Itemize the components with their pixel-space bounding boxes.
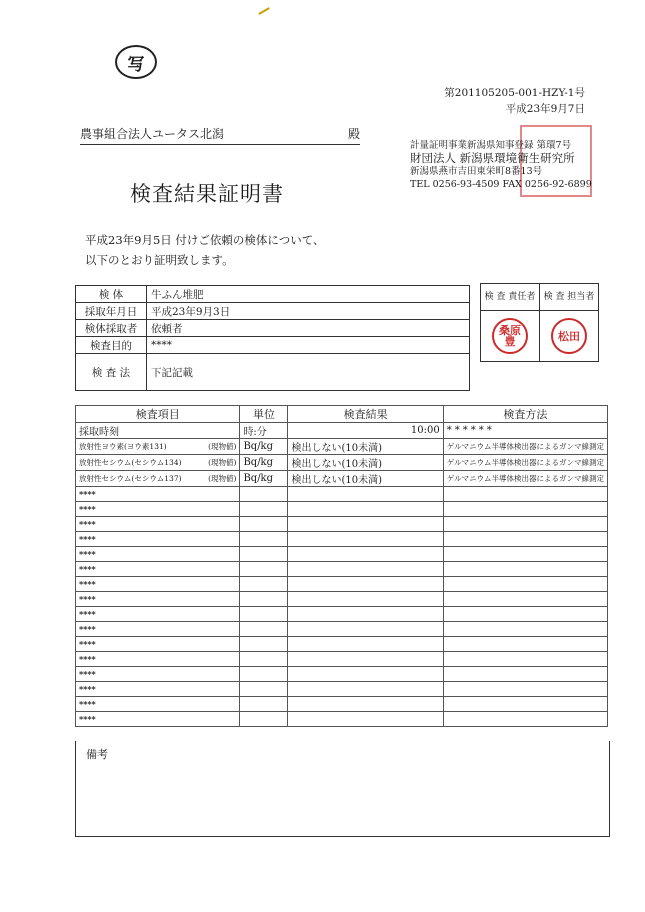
result-cell: 検出しない(10未満) (288, 455, 443, 471)
empty-cell (240, 667, 288, 682)
placeholder-row (76, 712, 608, 727)
info-label: 検査目的 (76, 337, 147, 354)
empty-cell (443, 622, 607, 637)
info-row (76, 286, 470, 303)
method-cell: ゲルマニウム半導体検出器によるガンマ線測定 (443, 471, 607, 487)
placeholder-cell: **** (76, 682, 240, 697)
placeholder-cell: **** (76, 652, 240, 667)
sample-info-table (75, 285, 470, 391)
empty-cell (288, 652, 443, 667)
empty-cell (240, 652, 288, 667)
header-result: 検査結果 (288, 406, 443, 423)
issuer-address: 新潟県燕市吉田東栄町8番13号 (410, 166, 543, 177)
unit-cell: Bq/kg (240, 439, 288, 455)
placeholder-row (76, 622, 608, 637)
placeholder-row (76, 502, 608, 517)
empty-cell (240, 517, 288, 532)
empty-cell (443, 712, 607, 727)
responsibility-table (480, 283, 599, 362)
placeholder-row (76, 637, 608, 652)
placeholder-cell: **** (76, 577, 240, 592)
empty-cell (288, 532, 443, 547)
result-cell: 10:00 (288, 423, 443, 439)
item-cell (76, 439, 240, 455)
empty-cell (240, 712, 288, 727)
empty-cell (240, 577, 288, 592)
header-unit: 単位 (240, 406, 288, 423)
result-cell: 検出しない(10未満) (288, 439, 443, 455)
placeholder-cell: **** (76, 697, 240, 712)
placeholder-cell: **** (76, 547, 240, 562)
results-table (75, 405, 608, 727)
placeholder-row (76, 532, 608, 547)
placeholder-cell: **** (76, 637, 240, 652)
info-value: **** (147, 337, 470, 354)
empty-cell (240, 637, 288, 652)
empty-cell (240, 562, 288, 577)
placeholder-cell: **** (76, 607, 240, 622)
inspector-stamp-cell (540, 311, 599, 362)
issue-date: 平成23年9月7日 (505, 103, 585, 115)
empty-cell (443, 547, 607, 562)
item-name: 放射性セシウム(セシウム137) (79, 474, 182, 483)
table-row (76, 455, 608, 471)
info-row (76, 354, 470, 391)
empty-cell (443, 592, 607, 607)
placeholder-cell: **** (76, 622, 240, 637)
placeholder-cell: **** (76, 517, 240, 532)
honorific: 殿 (347, 127, 360, 141)
empty-cell (288, 667, 443, 682)
copy-stamp: 写 (115, 45, 157, 79)
placeholder-row (76, 487, 608, 502)
table-row (76, 439, 608, 455)
info-value: 下記記載 (147, 354, 470, 391)
placeholder-cell: **** (76, 667, 240, 682)
addressee-name: 農事組合法人ユータス北潟 (80, 127, 225, 141)
item-cell (76, 455, 240, 471)
placeholder-cell: **** (76, 592, 240, 607)
placeholder-row (76, 562, 608, 577)
empty-cell (240, 592, 288, 607)
method-cell: ゲルマニウム半導体検出器によるガンマ線測定 (443, 455, 607, 471)
empty-cell (288, 697, 443, 712)
empty-cell (443, 532, 607, 547)
issuer-block (410, 139, 605, 191)
empty-cell (288, 562, 443, 577)
header-item: 検査項目 (76, 406, 240, 423)
empty-cell (443, 502, 607, 517)
table-row (76, 423, 608, 439)
placeholder-row (76, 697, 608, 712)
placeholder-cell: **** (76, 502, 240, 517)
header-method: 検査方法 (443, 406, 607, 423)
document-number: 第201105205-001-HZY-1号 (444, 87, 585, 99)
placeholder-row (76, 577, 608, 592)
placeholder-rows (76, 487, 608, 727)
table-row (76, 471, 608, 487)
empty-cell (443, 697, 607, 712)
item-name: 放射性ヨウ素(ヨウ素131) (79, 442, 167, 451)
item-cell (76, 471, 240, 487)
method-cell: ゲルマニウム半導体検出器によるガンマ線測定 (443, 439, 607, 455)
method-cell: ****** (443, 423, 607, 439)
empty-cell (240, 502, 288, 517)
intro-text (85, 230, 324, 270)
remarks-box (75, 741, 610, 837)
empty-cell (240, 487, 288, 502)
inspector-header: 検 査 担当者 (540, 284, 599, 311)
document-number-block (444, 85, 585, 117)
pen-mark (258, 7, 269, 14)
info-label: 検 査 法 (76, 354, 147, 391)
responsible-stamp: 桑原 豊 (492, 318, 528, 354)
empty-cell (240, 682, 288, 697)
empty-cell (288, 622, 443, 637)
empty-cell (288, 502, 443, 517)
results-header-row (76, 406, 608, 423)
responsible-stamp-cell (481, 311, 540, 362)
empty-cell (443, 682, 607, 697)
item-note: (現物値) (208, 474, 237, 483)
empty-cell (240, 697, 288, 712)
document-title: 検査結果証明書 (130, 182, 284, 206)
issuer-contact: TEL 0256-93-4509 FAX 0256-92-6899 (410, 179, 592, 190)
item-note: (現物値) (208, 458, 237, 467)
unit-cell: 時:分 (240, 423, 288, 439)
inspector-stamp: 松田 (551, 318, 587, 354)
empty-cell (443, 667, 607, 682)
unit-cell: Bq/kg (240, 455, 288, 471)
placeholder-row (76, 682, 608, 697)
placeholder-row (76, 547, 608, 562)
item-cell: 採取時刻 (76, 423, 240, 439)
placeholder-cell: **** (76, 487, 240, 502)
info-label: 検 体 (76, 286, 147, 303)
empty-cell (240, 532, 288, 547)
info-label: 検体採取者 (76, 320, 147, 337)
placeholder-row (76, 607, 608, 622)
intro-line-1: 平成23年9月5日 付けご依頼の検体について、 (85, 233, 325, 247)
empty-cell (240, 547, 288, 562)
placeholder-row (76, 652, 608, 667)
empty-cell (288, 577, 443, 592)
empty-cell (443, 487, 607, 502)
placeholder-row (76, 592, 608, 607)
result-cell: 検出しない(10未満) (288, 471, 443, 487)
empty-cell (443, 517, 607, 532)
empty-cell (288, 712, 443, 727)
info-row (76, 320, 470, 337)
empty-cell (288, 637, 443, 652)
info-value: 依頼者 (147, 320, 470, 337)
empty-cell (240, 622, 288, 637)
info-value: 牛ふん堆肥 (147, 286, 470, 303)
placeholder-row (76, 517, 608, 532)
placeholder-cell: **** (76, 712, 240, 727)
empty-cell (288, 547, 443, 562)
info-label: 採取年月日 (76, 303, 147, 320)
remarks-label: 備考 (86, 748, 108, 761)
placeholder-row (76, 667, 608, 682)
empty-cell (288, 487, 443, 502)
empty-cell (443, 562, 607, 577)
info-value: 平成23年9月3日 (147, 303, 470, 320)
info-row (76, 303, 470, 320)
empty-cell (443, 577, 607, 592)
issuer-registration: 計量証明事業新潟県知事登録 第環7号 (410, 140, 572, 151)
item-name: 放射性セシウム(セシウム134) (79, 458, 182, 467)
info-row (76, 337, 470, 354)
intro-line-2: 以下のとおり証明致します。 (85, 253, 234, 267)
addressee (80, 125, 360, 145)
empty-cell (240, 607, 288, 622)
empty-cell (288, 517, 443, 532)
responsible-header: 検 査 責任者 (481, 284, 540, 311)
empty-cell (443, 607, 607, 622)
empty-cell (443, 652, 607, 667)
placeholder-cell: **** (76, 532, 240, 547)
empty-cell (288, 607, 443, 622)
unit-cell: Bq/kg (240, 471, 288, 487)
issuer-name: 財団法人 新潟県環境衛生研究所 (410, 151, 575, 165)
empty-cell (288, 592, 443, 607)
empty-cell (443, 637, 607, 652)
empty-cell (288, 682, 443, 697)
placeholder-cell: **** (76, 562, 240, 577)
item-note: (現物値) (208, 442, 237, 451)
